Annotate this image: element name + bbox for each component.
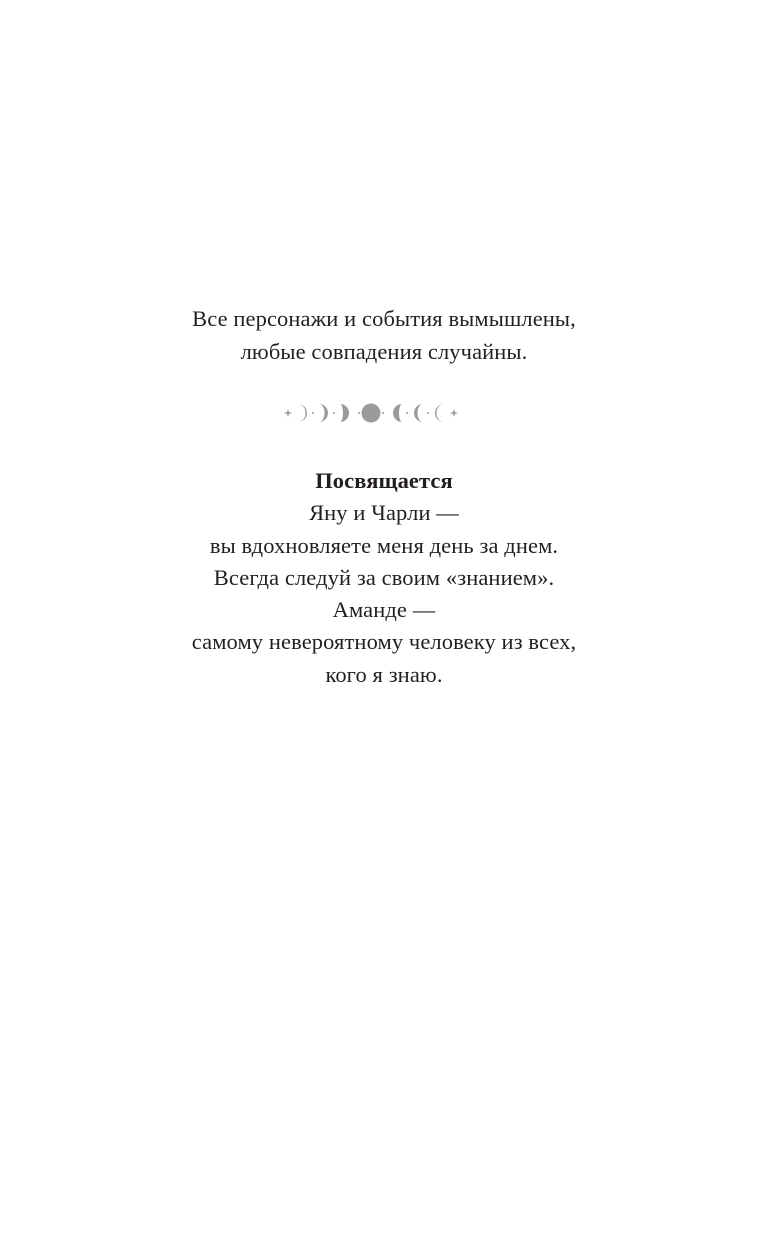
- dedication-line: Яну и Чарли —: [309, 500, 459, 526]
- dedication-line: Всегда следуй за своим «знанием».: [213, 564, 555, 590]
- dedication-heading: Посвящается: [315, 468, 453, 493]
- dedication-line: кого я знаю.: [325, 661, 443, 687]
- disclaimer-line: Все персонажи и события вымышлены,: [192, 306, 576, 331]
- dedication-line: Аманде —: [332, 597, 436, 623]
- dedication-line: вы вдохновляете меня день за днем.: [209, 532, 559, 558]
- dedication-block: [0, 465, 768, 691]
- dedication-line: самому невероятному человеку из всех,: [191, 629, 577, 655]
- disclaimer-text: [0, 303, 768, 368]
- disclaimer-line: любые совпадения случайны.: [240, 338, 528, 364]
- moon-phases-icon: [282, 398, 462, 428]
